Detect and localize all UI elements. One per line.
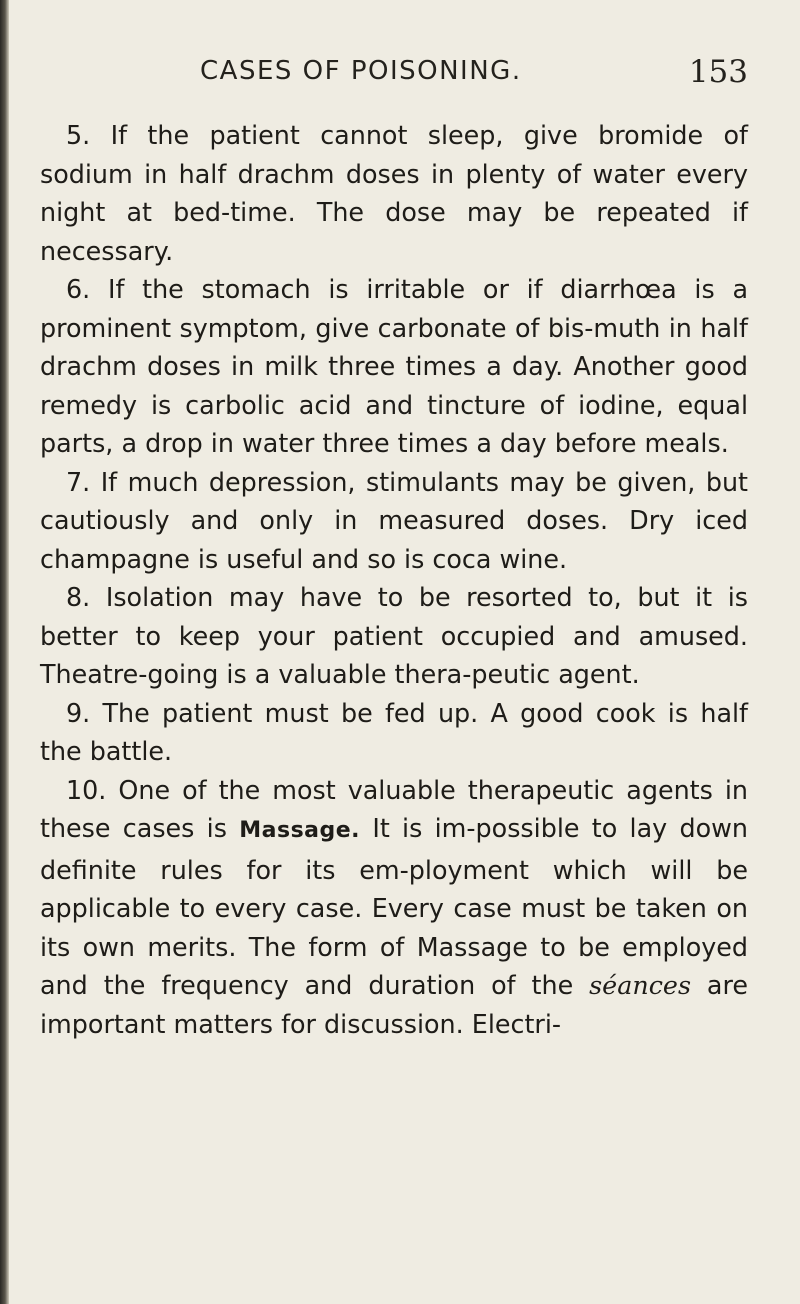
paragraph-7: 7. If much depression, stimulants may be given, but cautiously and only in measured doses. Dry iced champagne is useful and so is coca wine. [40, 466, 748, 574]
page-number: 153 [688, 54, 748, 90]
paragraph-6: 6. If the stomach is irritable or if diarrhœa is a prominent symptom, give carbonate of bis-muth in half drachm doses in milk three times a day. Another good remedy is carbolic acid and tincture of iodine, equal parts, a drop in water three times a day before meals. [40, 274, 748, 458]
running-title: CASES OF POISONING. [200, 56, 522, 86]
seances-italic-term: séances [589, 970, 691, 1000]
paragraph-5: 5. If the patient cannot sleep, give bromide of sodium in half drachm doses in plenty of water every night at bed-time. The dose may be repeated if necessary. [40, 120, 748, 266]
paragraph-10-text-before: 10. One of the most valuable therapeutic agents in these cases is [40, 774, 748, 843]
paragraph-10-text-middle: It is im-possible to lay down definite rules for its em-ployment which will be applicable to every case. Every case must be taken on its own merits. The form of Massage to be employed and the frequency and duration of the [40, 813, 748, 1000]
paragraph-9: 9. The patient must be fed up. A good cook is half the battle. [40, 697, 748, 766]
massage-bold-term: Massage. [239, 818, 361, 843]
paragraph-10-text-after: are important matters for discussion. Electri- [40, 970, 748, 1039]
page-header [40, 56, 760, 96]
body-text [40, 116, 748, 1043]
page-binding-edge [0, 0, 9, 1304]
paragraph-8: 8. Isolation may have to be resorted to, but it is better to keep your patient occupied and amused. Theatre-going is a valuable thera-peutic agent. [40, 582, 748, 689]
book-page [40, 0, 760, 1304]
paragraph-10 [40, 771, 748, 1044]
